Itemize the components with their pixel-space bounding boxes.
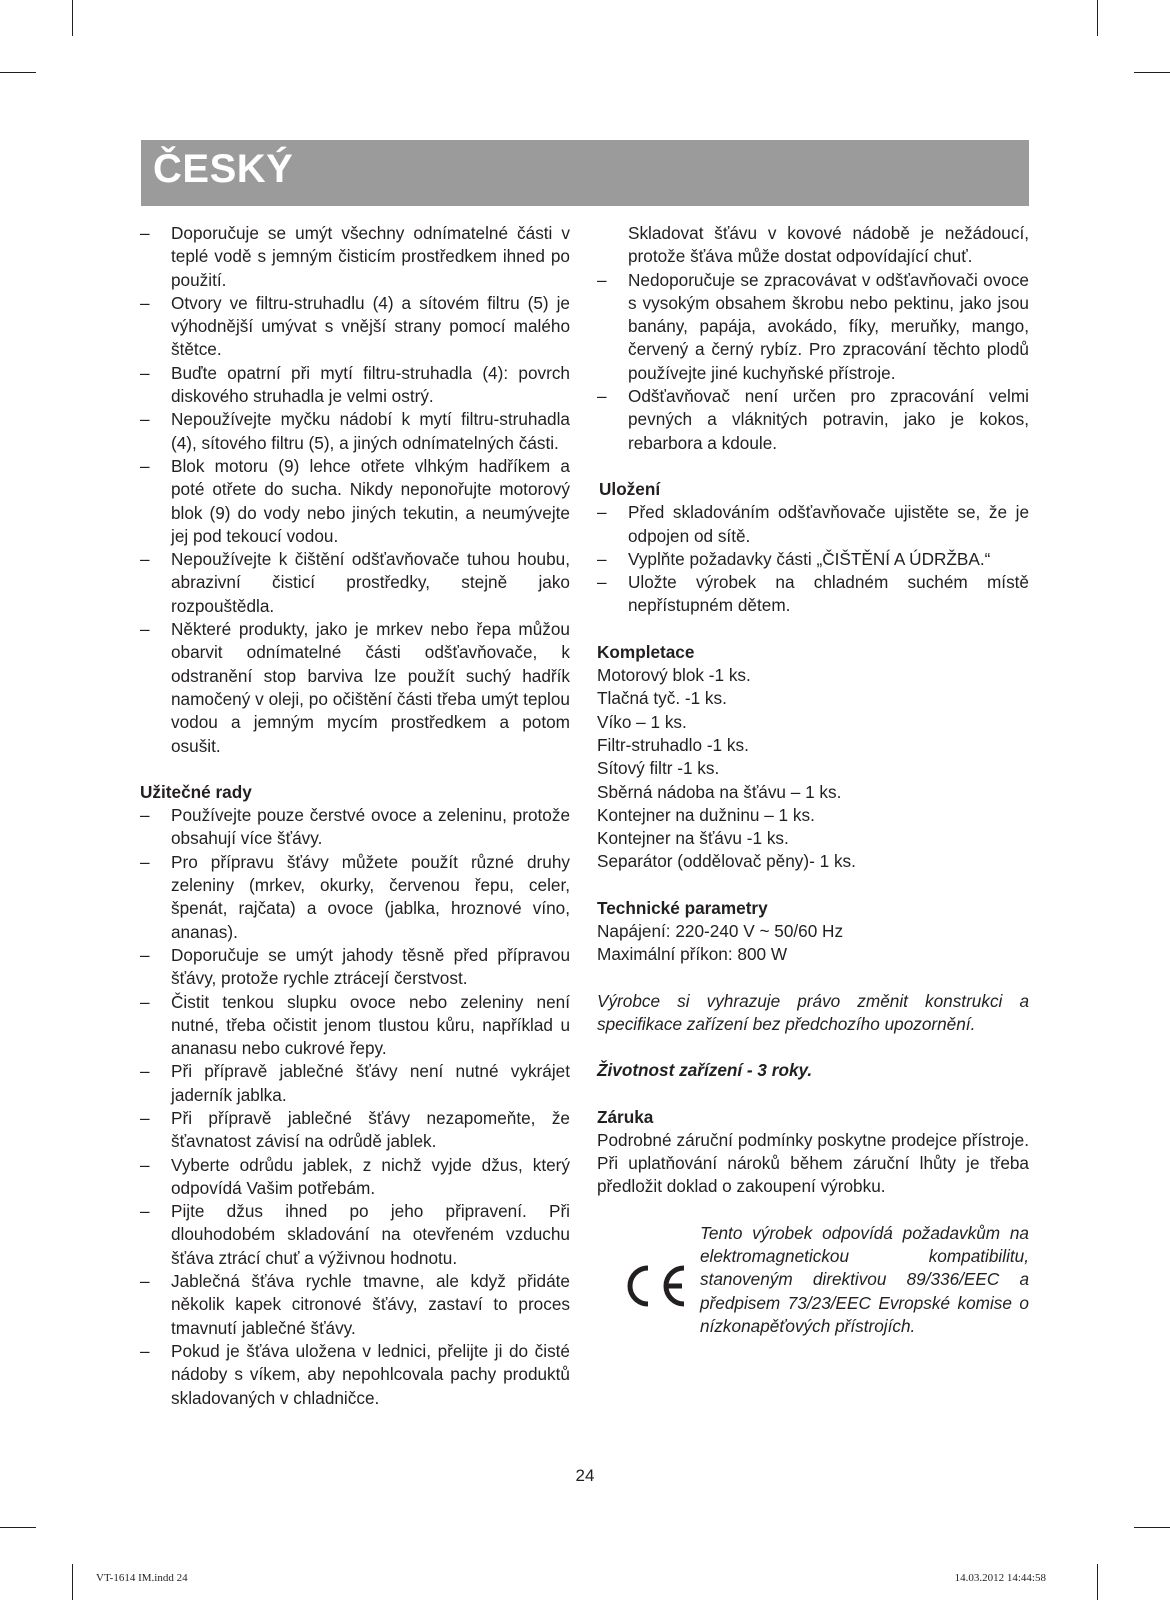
list-item: – Jablečná šťáva rychle tmavne, ale když přidáte několik kapek citronové šťávy, zastaví to proces tmavnutí jablečné šťávy.	[140, 1270, 570, 1340]
page-title: ČESKÝ	[153, 147, 294, 191]
crop-mark	[72, 1564, 73, 1600]
list-item: Filtr-struhadlo -1 ks.	[597, 734, 749, 755]
warranty-text: Podrobné záruční podmínky poskytne prodejce přístroje. Při uplatňování nároků během záruční lhůty je třeba předložit doklad o zakoupení výrobku.	[597, 1129, 1029, 1197]
ce-text: Tento výrobek odpovídá požadavkům na elektromagnetickou kompatibilitu, stanoveným direktivou 89/336/EEC a předpisem 73/23/EEC Evropské komise o nízkonapěťových přístrojích.	[700, 1222, 1029, 1336]
crop-mark	[1097, 0, 1098, 36]
section-heading-tech: Technické parametry	[597, 897, 768, 918]
list-item: – Čistit tenkou slupku ovoce nebo zeleniny není nutné, třeba očistit jenom tlustou kůru, například u ananasu nebo cukrové řepy.	[140, 991, 570, 1061]
list-item: Kontejner na šťávu -1 ks.	[597, 828, 789, 849]
list-item: – Buďte opatrní při mytí filtru-struhadla (4): povrch diskového struhadla je velmi ostrý.	[140, 362, 570, 409]
lifetime-note: Životnost zařízení - 3 roky.	[597, 1060, 813, 1081]
crop-mark	[1097, 1564, 1098, 1600]
page-number: 24	[575, 1466, 595, 1485]
section-heading-storage: Uložení	[599, 478, 661, 499]
section-heading-tips: Užitečné rady	[140, 781, 252, 802]
list-item: – Odšťavňovač není určen pro zpracování velmi pevných a vláknitých potravin, jako je kokos, rebarbora a kdoule.	[597, 385, 1029, 455]
list-item: – Nedoporučuje se zpracovávat v odšťavňovači ovoce s vysokým obsahem škrobu nebo pektinu, jako jsou banány, papája, avokádo, fíky, meruňky, mango, červený a černý rybíz. Pro zpracování těchto plodů používejte jiné kuchyňské přístroje.	[597, 269, 1029, 385]
section-heading-warranty: Záruka	[597, 1106, 654, 1127]
list-item: – Pro přípravu šťávy můžete použít různé druhy zeleniny (mrkev, okurky, červenou řepu, celer, špenát, rajčata) a ovoce (jablka, hroznové víno, ananas).	[140, 851, 570, 944]
crop-mark	[0, 72, 36, 73]
list-item: – Doporučuje se umýt jahody těsně před přípravou šťávy, protože rychle ztrácejí čerstvost.	[140, 944, 570, 991]
ce-declaration	[597, 1222, 1029, 1362]
list-item: – Vyberte odrůdu jablek, z nichž vyjde džus, který odpovídá Vašim potřebám.	[140, 1154, 570, 1201]
footer-file-info: VT-1614 IM.indd 24	[96, 1572, 188, 1584]
list-item: – Pokud je šťáva uložena v lednici, přelijte ji do čisté nádoby s víkem, aby nepohlcovala pachy produktů skladovaných v chladničce.	[140, 1340, 570, 1410]
list-item: Tlačná tyč. -1 ks.	[597, 688, 727, 709]
list-item: Kontejner na dužninu – 1 ks.	[597, 804, 815, 825]
list-item: Víko – 1 ks.	[597, 711, 687, 732]
ce-mark-icon	[617, 1262, 689, 1310]
set-list	[597, 664, 1029, 874]
list-item: – Pijte džus ihned po jeho připravení. Při dlouhodobém skladování na otevřeném vzduchu šťáva ztrácí chuť a výživnou hodnotu.	[140, 1200, 570, 1270]
list-item: Sítový filtr -1 ks.	[597, 758, 720, 779]
list-item: Napájení: 220-240 V ~ 50/60 Hz	[597, 921, 844, 942]
crop-mark	[0, 1527, 36, 1528]
list-item: – Nepoužívejte myčku nádobí k mytí filtru-struhadla (4), sítového filtru (5), a jiných odnímatelných části.	[140, 408, 570, 455]
list-item: – Doporučuje se umýt všechny odnímatelné části v teplé vodě s jemným čisticím prostředkem ihned po použití.	[140, 222, 570, 292]
list-item: – Uložte výrobek na chladném suchém místě nepřístupném dětem.	[597, 571, 1029, 618]
footer-timestamp: 14.03.2012 14:44:58	[954, 1572, 1046, 1584]
language-header	[141, 140, 1029, 206]
list-item: – Před skladováním odšťavňovače ujistěte se, že je odpojen od sítě.	[597, 501, 1029, 548]
tech-list	[597, 920, 1029, 967]
left-column	[140, 222, 570, 1410]
list-item: Sběrná nádoba na šťávu – 1 ks.	[597, 781, 842, 802]
rights-note: Výrobce si vyhrazuje právo změnit konstrukci a specifikace zařízení bez předchozího upozornění.	[597, 990, 1029, 1034]
tips-list-continued	[597, 269, 1029, 455]
list-item: – Používejte pouze čerstvé ovoce a zeleninu, protože obsahují více šťávy.	[140, 804, 570, 851]
tips-list	[140, 804, 570, 1410]
right-column	[597, 222, 1029, 1362]
list-item: – Některé produkty, jako je mrkev nebo řepa můžou obarvit odnímatelné části odšťavňovače, k odstranění stop barviva lze použít suchý hadřík namočený v oleji, po očištění části třeba umýt teplou vodou a jemným mycím prostředkem a potom osušit.	[140, 618, 570, 758]
list-item: Separátor (oddělovač pěny)- 1 ks.	[597, 851, 856, 872]
continued-paragraph: Skladovat šťávu v kovové nádobě je nežádoucí, protože šťáva může dostat odpovídající chuť.	[628, 223, 1029, 267]
storage-list	[597, 501, 1029, 617]
cleaning-list	[140, 222, 570, 758]
crop-mark	[1134, 1527, 1170, 1528]
list-item: – Vyplňte požadavky části „ČIŠTĚNÍ A ÚDRŽBA.“	[597, 548, 1029, 571]
crop-mark	[72, 0, 73, 36]
list-item: – Při přípravě jablečné šťávy není nutné vykrájet jaderník jablka.	[140, 1060, 570, 1107]
list-item: – Nepoužívejte k čištění odšťavňovače tuhou houbu, abrazivní čisticí prostředky, stejně jako rozpouštědla.	[140, 548, 570, 618]
list-item: – Blok motoru (9) lehce otřete vlhkým hadříkem a poté otřete do sucha. Nikdy neponořujte motorový blok (9) do vody nebo jiných tekutin, a neumývejte jej pod tekoucí vodou.	[140, 455, 570, 548]
list-item: Motorový blok -1 ks.	[597, 665, 751, 686]
list-item: – Při přípravě jablečné šťávy nezapomeňte, že šťavnatost závisí na odrůdě jablek.	[140, 1107, 570, 1154]
section-heading-set: Kompletace	[597, 641, 695, 662]
crop-mark	[1134, 72, 1170, 73]
list-item: – Otvory ve filtru-struhadlu (4) a sítovém filtru (5) je výhodnější umývat s vnější strany pomocí malého štětce.	[140, 292, 570, 362]
list-item: Maximální příkon: 800 W	[597, 944, 788, 965]
